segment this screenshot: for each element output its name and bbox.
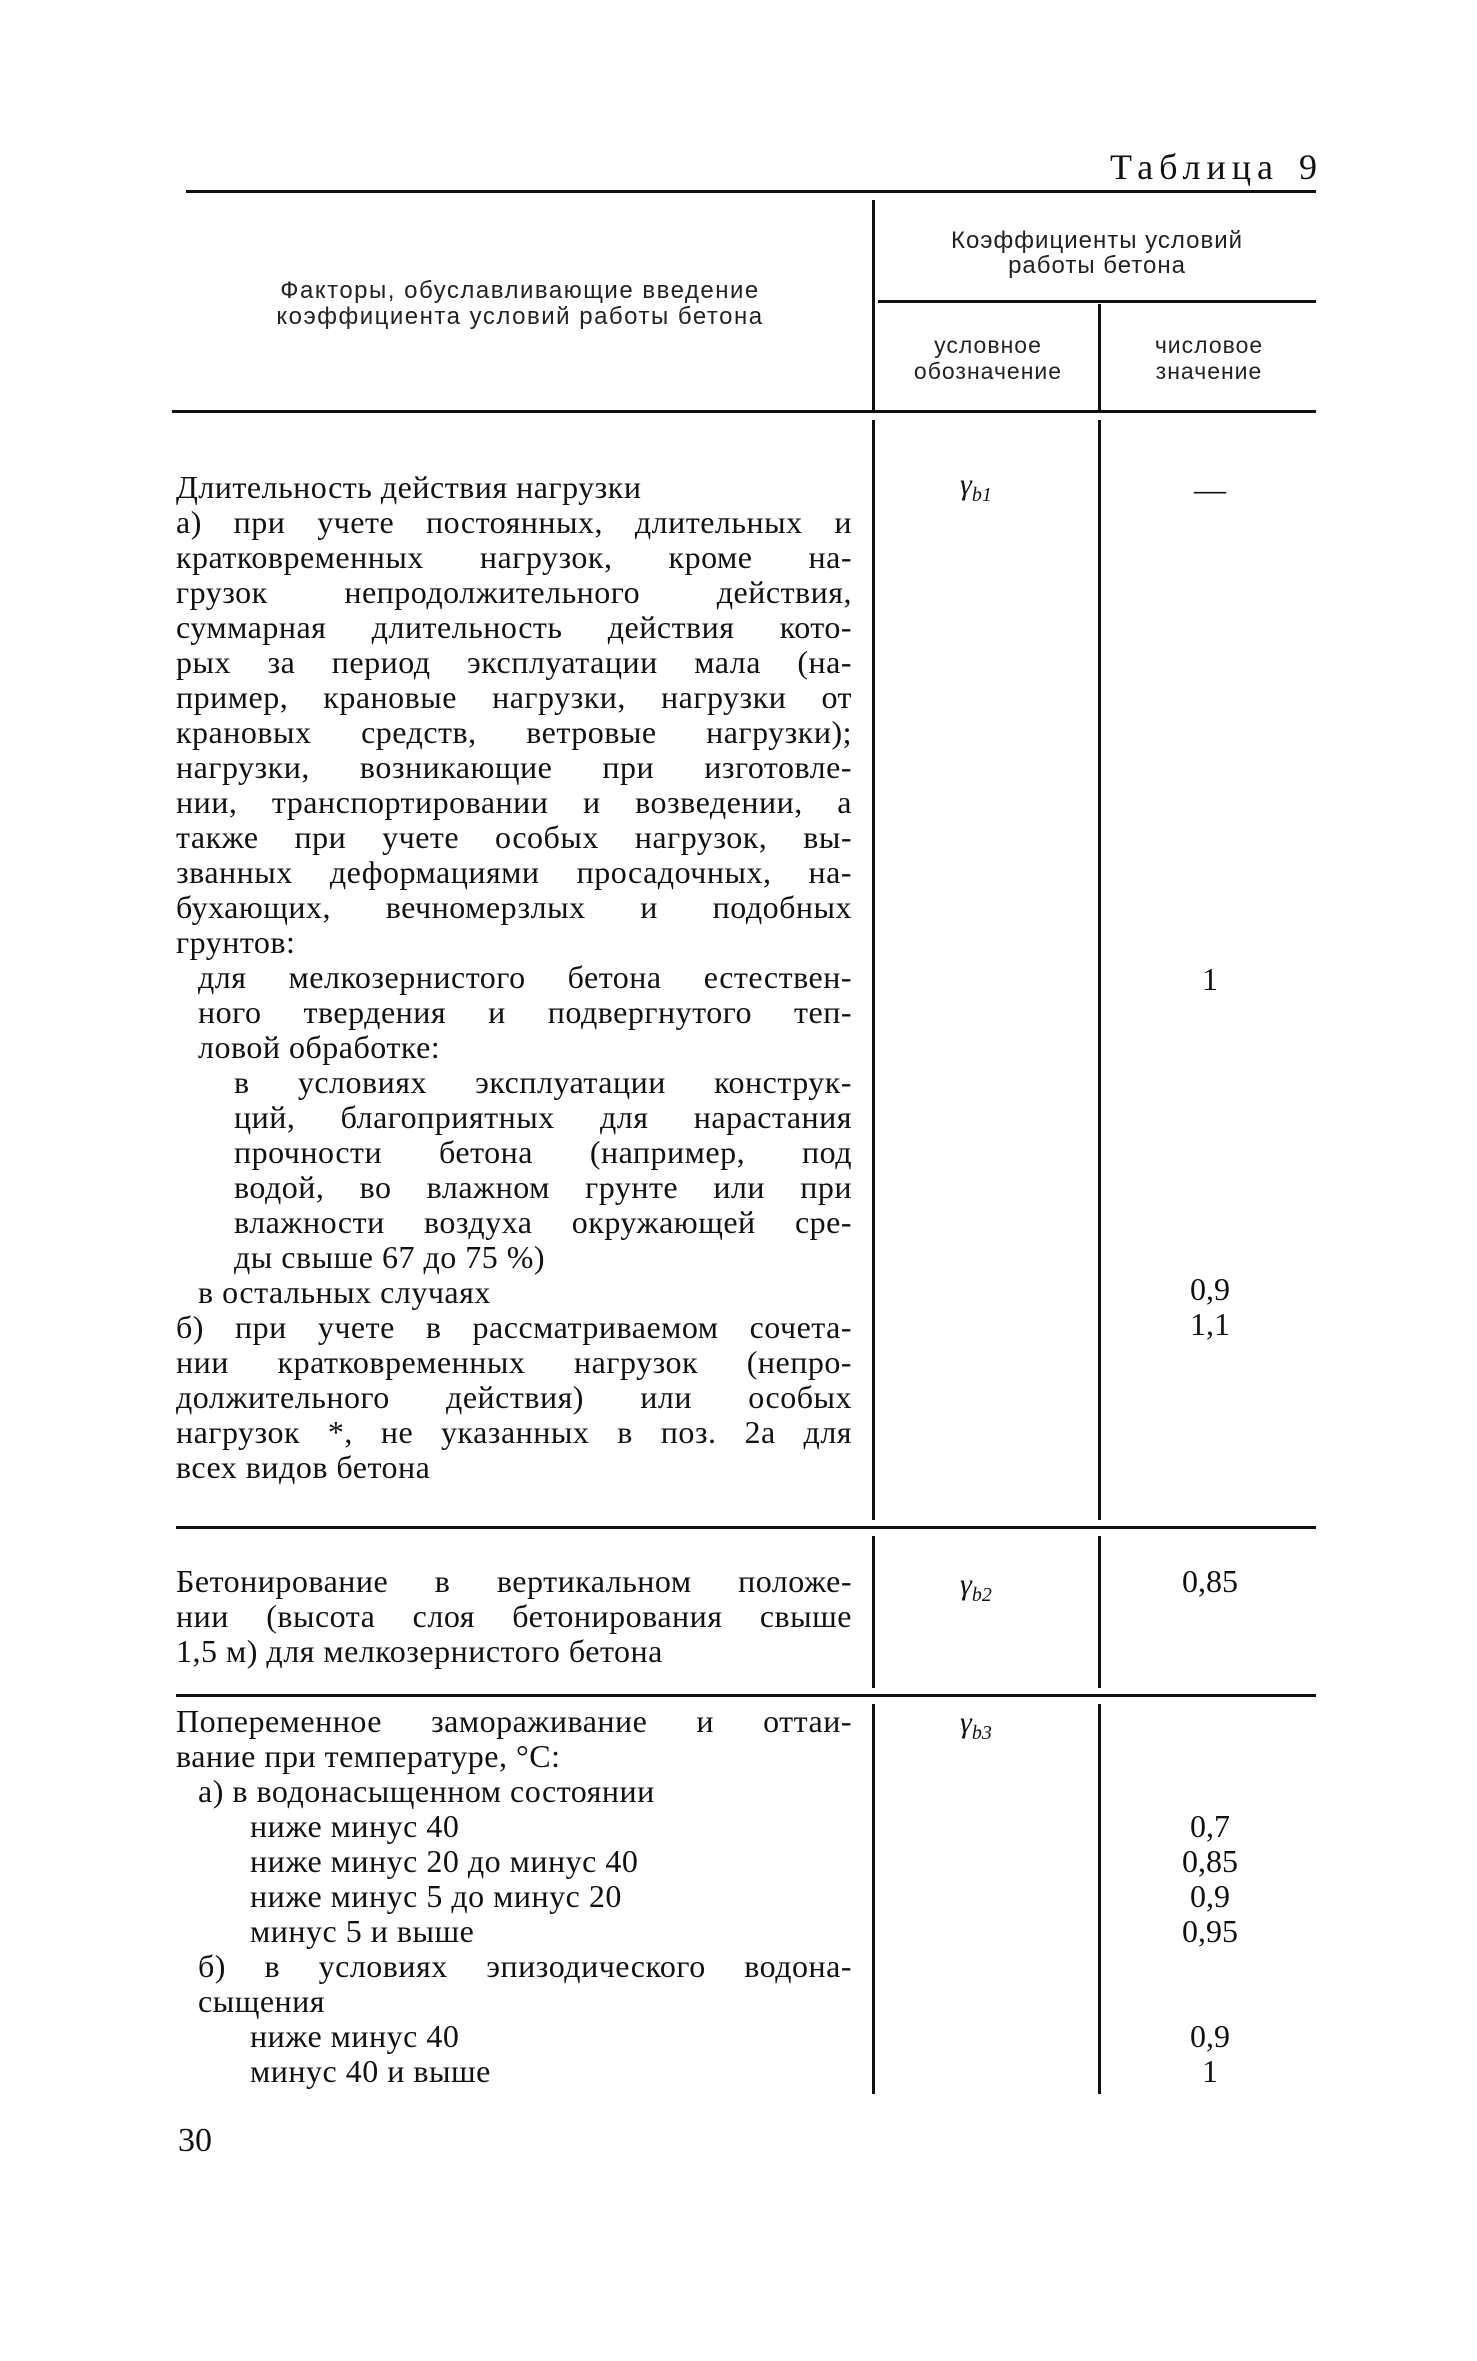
table-number: 9 (1299, 147, 1317, 187)
row1-symbol (960, 468, 992, 507)
header-value-line: значение (1155, 358, 1263, 384)
row2-factor-text (176, 1564, 852, 1669)
row3-values (1110, 1809, 1310, 1949)
table-top-rule (186, 190, 1316, 193)
text-line: в условиях эксплуатации конструк- (234, 1065, 852, 1100)
header-symbol-line: обозначение (913, 358, 1063, 384)
text-line: нагрузок *, не указанных в поз. 2а для (176, 1415, 852, 1450)
text-line: кратковременных нагрузок, кроме на- (176, 540, 852, 575)
row2-col-divider-1 (872, 1536, 875, 1688)
text-line: в остальных случаях (198, 1274, 491, 1310)
header-symbol (878, 332, 1098, 384)
header-factors (200, 278, 840, 330)
row3-symbol (960, 1706, 992, 1745)
symbol-base: γ (960, 1706, 972, 1739)
symbol-base: γ (960, 468, 972, 501)
text-line: нии кратковременных нагрузок (непро- (176, 1345, 852, 1380)
row2-bottom-rule (176, 1694, 1316, 1697)
table-title-word: Таблица (1110, 147, 1279, 187)
text-line: ций, благоприятных для нарастания (234, 1100, 852, 1135)
text-line: званных деформациями просадочных, на- (176, 855, 852, 890)
text-line: грузок непродолжительного действия, (176, 575, 852, 610)
header-factors-line: Факторы, обуславливающие введение (280, 277, 760, 304)
text-line: сыщения (198, 1983, 326, 2019)
page-number: 30 (178, 2122, 212, 2159)
text-line: а) при учете постоянных, длительных и (176, 505, 852, 540)
text-line: ного твердения и подвергнутого теп- (198, 995, 852, 1030)
text-line: 1,5 м) для мелкозернистого бетона (176, 1633, 663, 1669)
numeric-value: 0,9 (1190, 1878, 1230, 1914)
text-line: прочности бетона (например, под (234, 1135, 852, 1170)
text-line: грунтов: (176, 924, 296, 960)
header-symbol-line: условное (934, 332, 1042, 358)
row1-values (1110, 962, 1310, 997)
numeric-value: — (1194, 471, 1226, 507)
row3-col-divider-2 (1098, 1704, 1101, 2094)
text-line: для мелкозернистого бетона естествен- (198, 960, 852, 995)
row2-col-divider-2 (1098, 1536, 1101, 1688)
text-line: ниже минус 5 до минус 20 (250, 1878, 622, 1914)
text-line: бухающих, вечномерзлых и подобных (176, 890, 852, 925)
text-line: крановых средств, ветровые нагрузки); (176, 715, 852, 750)
table-title (1110, 146, 1317, 188)
text-line: Длительность действия нагрузки (176, 469, 642, 505)
header-value-line: числовое (1154, 332, 1264, 358)
text-line: нагрузки, возникающие при изготовле- (176, 750, 852, 785)
symbol-subscript: b2 (971, 1584, 992, 1606)
numeric-value: 0,9 (1190, 1271, 1230, 1307)
text-line: Попеременное замораживание и оттаи- (176, 1704, 852, 1739)
row2-values (1110, 1564, 1310, 1599)
text-line: б) при учете в рассматриваемом сочета- (176, 1310, 852, 1345)
text-line: вание при температуре, °С: (176, 1738, 561, 1774)
symbol-subscript: b1 (971, 484, 992, 506)
text-line: ниже минус 40 (250, 1808, 460, 1844)
symbol-subscript: b3 (971, 1722, 992, 1744)
row2-symbol (960, 1568, 992, 1607)
header-sub-rule (878, 300, 1316, 303)
numeric-value: 1 (1202, 961, 1218, 997)
header-coefficients-line: Коэффициенты условий (950, 227, 1244, 254)
row1-factor-text (176, 470, 852, 1485)
row1-col-divider-2 (1098, 420, 1101, 1520)
text-line: суммарная длительность действия кото- (176, 610, 852, 645)
row3-factor-text (176, 1704, 852, 2089)
header-bottom-rule (172, 410, 1316, 413)
header-coefficients-line: работы бетона (1008, 252, 1186, 279)
numeric-value: 1 (1202, 2053, 1218, 2089)
text-line: также при учете особых нагрузок, вы- (176, 820, 852, 855)
text-line: минус 40 и выше (250, 2053, 491, 2089)
numeric-value: 0,85 (1182, 1843, 1238, 1879)
text-line: минус 5 и выше (250, 1913, 475, 1949)
text-line: всех видов бетона (176, 1449, 431, 1485)
text-line: нии (высота слоя бетонирования свыше (176, 1599, 852, 1634)
text-line: Бетонирование в вертикальном положе- (176, 1564, 852, 1599)
header-factors-line: коэффициента условий работы бетона (276, 303, 764, 330)
text-line: водой, во влажном грунте или при (234, 1170, 852, 1205)
text-line: ниже минус 40 (250, 2018, 460, 2054)
numeric-value: 0,7 (1190, 1808, 1230, 1844)
text-line: ниже минус 20 до минус 40 (250, 1843, 639, 1879)
row1-col-divider-1 (872, 420, 875, 1520)
header-value (1102, 332, 1316, 384)
row1-bottom-rule (176, 1526, 1316, 1529)
numeric-value: 0,9 (1190, 2018, 1230, 2054)
numeric-value: 1,1 (1190, 1306, 1230, 1342)
header-col-divider-2 (1098, 304, 1101, 410)
row3-col-divider-1 (872, 1704, 875, 2094)
text-line: ды свыше 67 до 75 %) (234, 1239, 546, 1275)
text-line: нии, транспортировании и возведении, а (176, 785, 852, 820)
row3-values (1110, 2019, 1310, 2089)
text-line: влажности воздуха окружающей сре- (234, 1205, 852, 1240)
numeric-value: 0,95 (1182, 1913, 1238, 1949)
numeric-value: 0,85 (1182, 1563, 1238, 1599)
header-coefficients (878, 228, 1316, 278)
text-line: а) в водонасыщенном состоянии (198, 1773, 655, 1809)
symbol-base: γ (960, 1568, 972, 1601)
row1-values (1110, 472, 1310, 507)
text-line: рых за период эксплуатации мала (на- (176, 645, 852, 680)
text-line: пример, крановые нагрузки, нагрузки от (176, 680, 852, 715)
text-line: ловой обработке: (198, 1029, 441, 1065)
row1-values (1110, 1272, 1310, 1342)
header-col-divider-1 (872, 200, 875, 410)
text-line: б) в условиях эпизодического водона- (198, 1949, 852, 1984)
text-line: должительного действия) или особых (176, 1380, 852, 1415)
